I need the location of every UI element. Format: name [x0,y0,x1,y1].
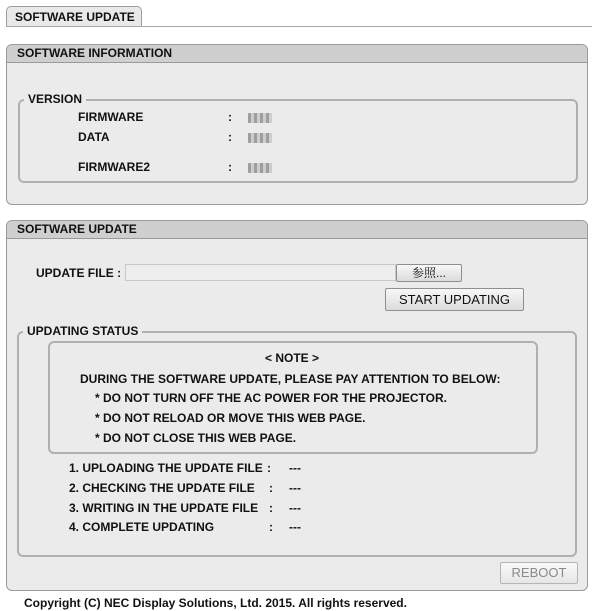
step-label: 4. COMPLETE UPDATING [69,520,215,534]
tab-divider [6,26,592,27]
browse-button[interactable] [396,264,462,282]
firmware2-label: FIRMWARE2 [78,160,150,174]
firmware2-separator: : [228,160,232,174]
firmware-label: FIRMWARE [78,110,144,124]
software-information-title: SOFTWARE INFORMATION [17,46,173,60]
software-update-title: SOFTWARE UPDATE [17,222,137,236]
step-value: --- [289,520,301,534]
step-separator: : [269,481,273,495]
version-group [18,92,578,183]
data-separator: : [228,130,232,144]
copyright-text: Copyright (C) NEC Display Solutions, Ltd. 2015. All rights reserved. [24,596,407,610]
firmware-separator: : [228,110,232,124]
firmware2-value-redacted [248,163,272,173]
note-item: * DO NOT RELOAD OR MOVE THIS WEB PAGE. [95,411,366,425]
note-item: * DO NOT TURN OFF THE AC POWER FOR THE PROJECTOR. [95,391,448,405]
step-value: --- [289,501,301,515]
step-separator: : [269,520,273,534]
software-information-header [7,45,587,63]
update-file-input[interactable] [125,264,396,281]
note-title: < NOTE > [265,351,320,365]
software-information-panel [6,44,588,205]
firmware-value-redacted [248,113,272,123]
tab-label: SOFTWARE UPDATE [15,10,135,24]
note-intro: DURING THE SOFTWARE UPDATE, PLEASE PAY ATTENTION TO BELOW: [80,372,501,386]
reboot-button-label: REBOOT [511,565,567,580]
start-updating-label: START UPDATING [399,292,510,307]
step-value: --- [289,481,301,495]
step-label: 1. UPLOADING THE UPDATE FILE [69,461,263,475]
tab-software-update[interactable] [6,6,142,26]
data-value-redacted [248,133,272,143]
updating-status-legend: UPDATING STATUS [23,324,142,338]
browse-button-label: 参照... [411,266,446,280]
note-item: * DO NOT CLOSE THIS WEB PAGE. [95,431,297,445]
step-separator: : [267,461,271,475]
version-legend: VERSION [24,92,86,106]
data-label: DATA [78,130,110,144]
start-updating-button[interactable] [385,288,524,311]
software-update-header [7,221,587,239]
reboot-button[interactable] [500,562,578,584]
step-label: 3. WRITING IN THE UPDATE FILE [69,501,259,515]
update-file-label: UPDATE FILE : [36,266,122,280]
step-separator: : [269,501,273,515]
step-label: 2. CHECKING THE UPDATE FILE [69,481,255,495]
step-value: --- [289,461,301,475]
